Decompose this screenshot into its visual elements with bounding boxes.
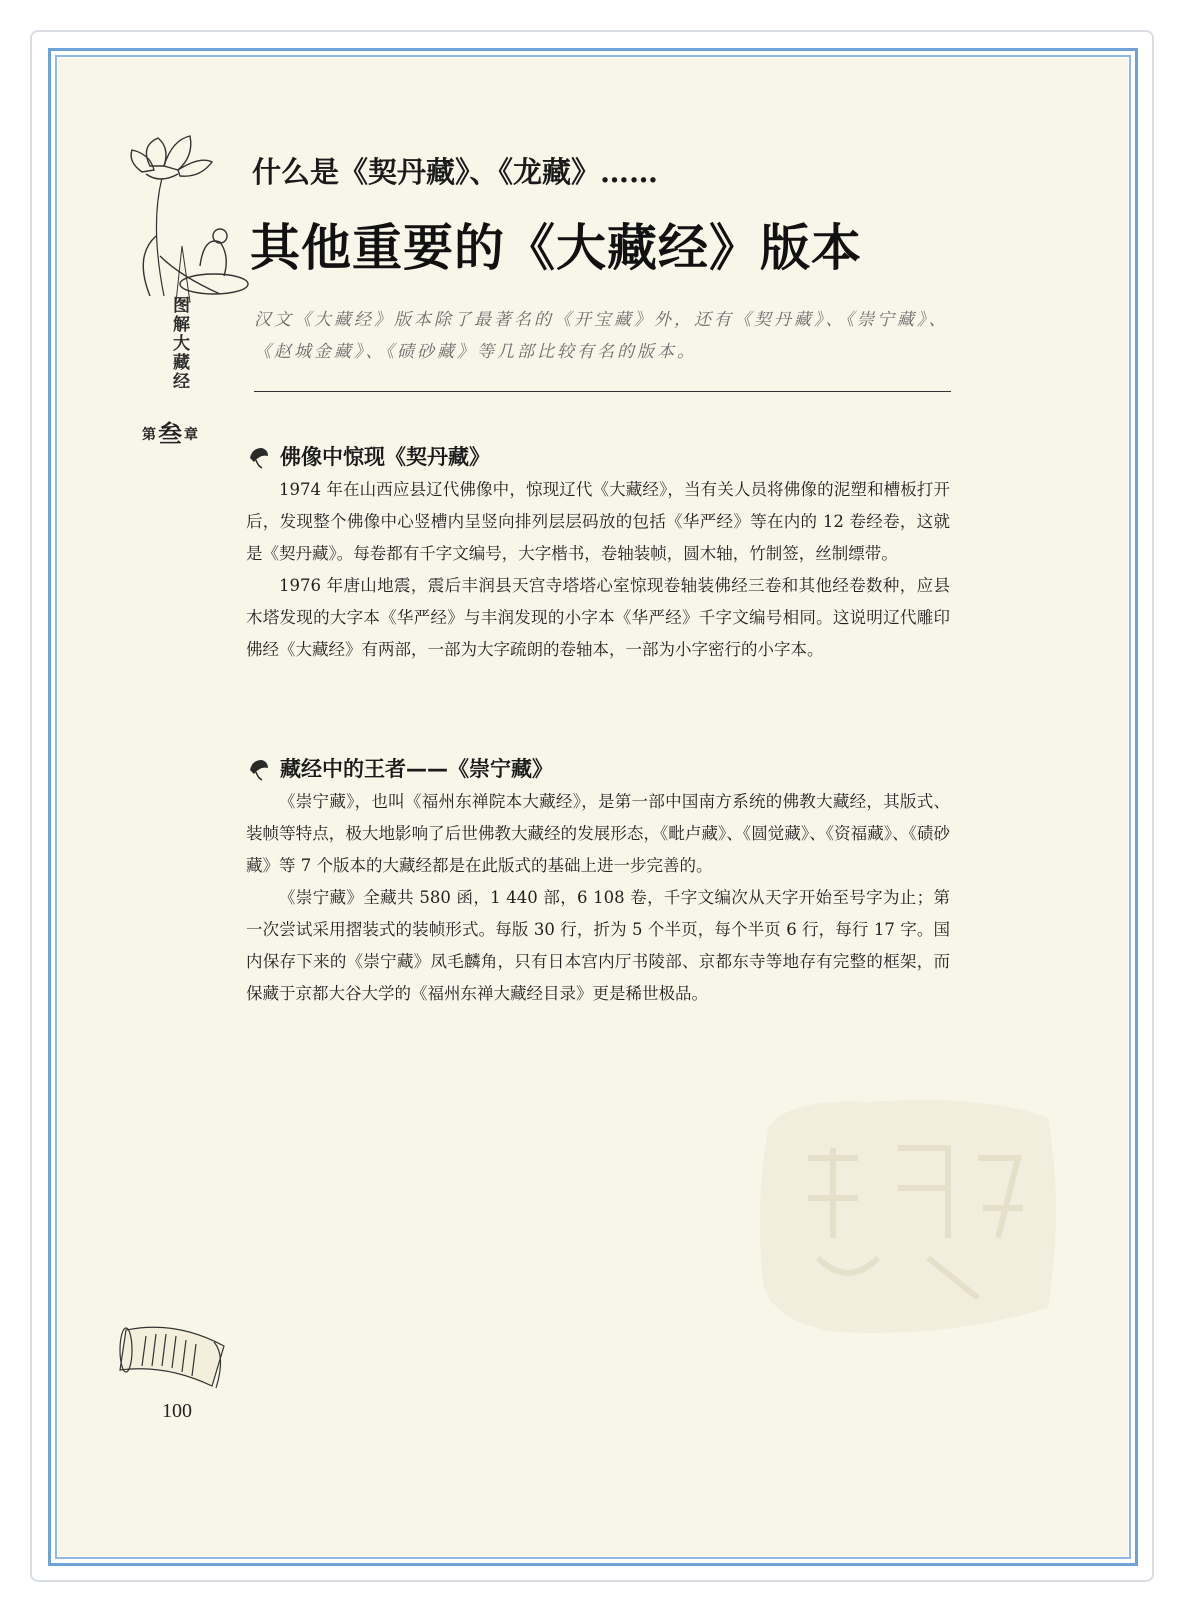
page-subtitle: 什么是《契丹藏》、《龙藏》…… <box>252 155 659 189</box>
page-title: 其他重要的《大藏经》版本 <box>250 218 862 277</box>
scroll-illustration <box>116 1316 234 1396</box>
title-divider <box>254 391 951 392</box>
chapter-number: 叁 <box>158 420 182 448</box>
section-paragraph: 《崇宁藏》，也叫《福州东禅院本大藏经》，是第一部中国南方系统的佛教大藏经，其版式、装帧等特点，极大地影响了后世佛教大藏经的发展形态，《毗卢藏》、《圆觉藏》、《资福藏》、《碛砂藏》等 7 个版本的大藏经都是在此版式的基础上进一步完善的。 <box>246 792 950 875</box>
lotus-buddha-illustration <box>120 126 250 316</box>
page-number: 100 <box>162 1400 192 1422</box>
section-paragraph: 1976 年唐山地震，震后丰润县天宫寺塔塔心室惊现卷轴装佛经三卷和其他经卷数种，应县木塔发现的大字本《华严经》与丰润发现的小字本《华严经》千字文编号相同。这说明辽代雕印佛经《大藏经》有两部，一部为大字疏朗的卷轴本，一部为小字密行的小字本。 <box>246 576 950 659</box>
intro-paragraph: 汉文《大藏经》版本除了最著名的《开宝藏》外，还有《契丹藏》、《崇宁藏》、《赵城金藏》、《碛砂藏》等几部比较有名的版本。 <box>254 310 949 362</box>
section-heading <box>246 752 950 786</box>
section-heading <box>246 440 950 474</box>
chapter-prefix: 第 <box>142 427 156 443</box>
book-page <box>58 58 1128 1556</box>
book-title-vertical: 图解大藏经 <box>169 296 189 391</box>
chapter-suffix: 章 <box>184 427 198 443</box>
flower-bullet-icon <box>246 756 272 782</box>
section-chongning-canon <box>246 752 950 1010</box>
section-paragraph: 1974 年在山西应县辽代佛像中，惊现辽代《大藏经》，当有关人员将佛像的泥塑和槽板打开后，发现整个佛像中心竖槽内呈竖向排列层层码放的包括《华严经》等在内的 12 卷经卷，这就是《契丹藏》。每卷都有千字文编号，大字楷书，卷轴装帧，圆木轴，竹制签，丝制缥带。 <box>246 480 950 563</box>
chapter-label <box>142 414 198 449</box>
section-heading-text: 佛像中惊现《契丹藏》 <box>280 445 490 469</box>
section-heading-text: 藏经中的王者——《崇宁藏》 <box>280 757 553 781</box>
section-paragraph: 《崇宁藏》全藏共 580 函，1 440 部，6 108 卷，千字文编次从天字开始至号字为止；第一次尝试采用摺装式的装帧形式。每版 30 行，折为 5 个半页，每个半页 6 行，每行 17 字。国内保存下来的《崇宁藏》凤毛麟角，只有日本宫内厅书陵部、京都东寺等地存有完整的框架，而保藏于京都大谷大学的《福州东禅大藏经目录》更是稀世极品。 <box>246 888 950 1003</box>
section-khitan-canon <box>246 440 950 666</box>
flower-bullet-icon <box>246 444 272 470</box>
seal-watermark <box>748 1088 1068 1348</box>
